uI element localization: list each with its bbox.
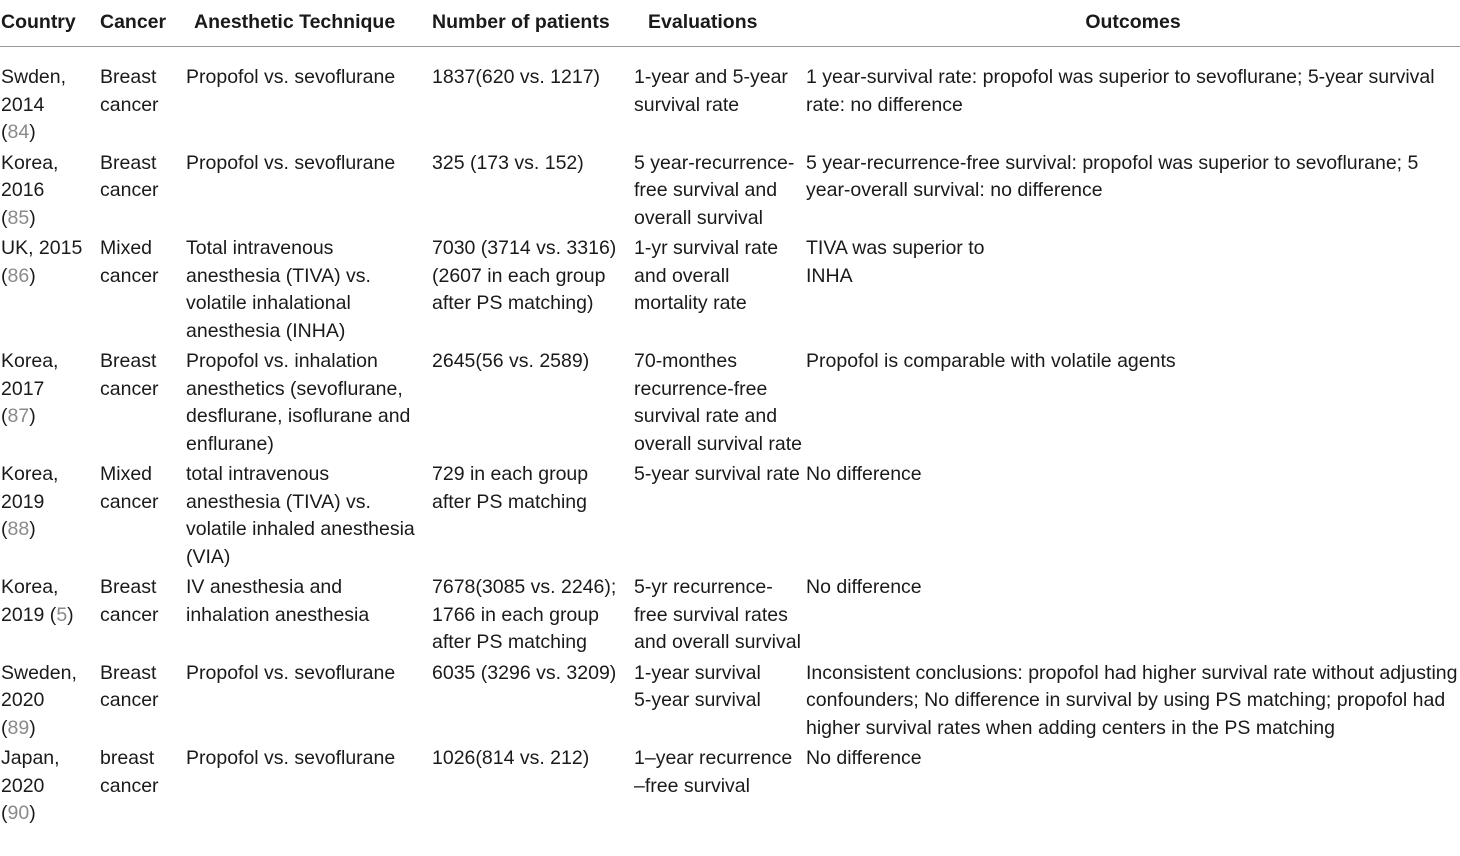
citation-link[interactable]: 5 (56, 603, 68, 626)
patients-cell: 7030 (3714 vs. 3316) (2607 in each group after PS matching) (432, 237, 617, 314)
header-patients: Number of patients (422, 0, 622, 47)
country-text: UK, 2015 (1, 237, 83, 259)
header-country: Country (0, 0, 94, 47)
table-row (0, 657, 1460, 743)
patients-cell: 7678(3085 vs. 2246); 1766 in each group after PS matching (432, 576, 617, 653)
outcomes-cell: No difference (806, 576, 922, 598)
country-cell: Korea, 2016 (85) (1, 151, 59, 229)
country-cell: Swden, 2014 (84) (1, 66, 67, 143)
patients-cell: 325 (173 vs. 152) (432, 151, 584, 174)
evaluations-line: 1–year recurrence (634, 747, 793, 769)
country-text: Japan, 2020 (1, 747, 60, 797)
table-row (0, 742, 1460, 828)
evaluations-cell: 1-yr survival rate and overall mortality rate (634, 237, 779, 314)
citation-link[interactable]: 88 (7, 518, 30, 540)
citation-link[interactable]: 87 (7, 405, 30, 427)
evaluations-cell: 1-year and 5-year survival rate (634, 66, 788, 116)
outcomes-cell: No difference (806, 463, 922, 485)
country-cell: Sweden, 2020 (89) (1, 661, 77, 739)
evaluations-line: 1-year survival (634, 661, 761, 684)
outcomes-cell: Inconsistent conclusions: propofol had higher survival rate without adjusting confounders; No difference in survival by using PS matching; propofol had higher survival rates when adding centers in the PS matching (806, 661, 1458, 739)
technique-cell: Propofol vs. sevoflurane (186, 661, 396, 684)
citation-link[interactable]: 90 (7, 802, 30, 824)
header-row (0, 0, 1460, 47)
header-cancer: Cancer (94, 0, 174, 47)
outcomes-line: TIVA was superior to (806, 237, 985, 259)
table-row (0, 571, 1460, 657)
cancer-cell: Breast cancer (100, 66, 159, 116)
country-cell: Korea, 2019 (5) (1, 576, 74, 626)
evaluations-cell: 5-year survival rate (634, 463, 800, 485)
cancer-cell: breast cancer (100, 747, 159, 797)
country-text: Korea, 2016 (1, 151, 59, 201)
outcomes-cell: 5 year-recurrence-free survival: propofol was superior to sevoflurane; 5 year-overall survival: no difference (806, 151, 1419, 201)
patients-cell: 1837(620 vs. 1217) (432, 66, 601, 88)
cancer-cell: Mixed cancer (100, 463, 159, 513)
country-cell: Japan, 2020 (90) (1, 747, 60, 824)
citation-link[interactable]: 86 (7, 264, 30, 287)
patients-cell: 2645(56 vs. 2589) (432, 350, 590, 372)
patients-cell: 1026(814 vs. 212) (432, 747, 590, 769)
outcomes-cell (802, 232, 1460, 345)
citation-link[interactable]: 84 (7, 121, 30, 143)
citation-link[interactable]: 89 (7, 716, 30, 739)
table-row (0, 345, 1460, 458)
country-text: Sweden, 2020 (1, 661, 77, 711)
outcomes-cell: No difference (806, 747, 922, 769)
patients-cell: 6035 (3296 vs. 3209) (432, 661, 617, 684)
technique-cell: IV anesthesia and inhalation anesthesia (186, 576, 370, 626)
evaluations-cell (622, 742, 802, 828)
header-outcomes: Outcomes (802, 0, 1460, 47)
technique-cell: Propofol vs. sevoflurane (186, 747, 396, 769)
country-text: Korea, 2017 (1, 350, 59, 400)
country-cell: Korea, 2019 (88) (1, 463, 59, 540)
evaluations-cell: 5 year-recurrence-free survival and overall survival (634, 151, 795, 229)
country-cell: UK, 2015 (86) (1, 237, 83, 287)
patients-cell: 729 in each group after PS matching (432, 463, 589, 513)
header-technique: Anesthetic Technique (174, 0, 422, 47)
technique-cell: Propofol vs. inhalation anesthetics (sevoflurane, desflurane, isoflurane and enflurane) (186, 350, 411, 455)
evaluations-cell: 5-yr recurrence-free survival rates and overall survival (634, 576, 801, 653)
table-row (0, 47, 1460, 147)
country-text: Swden, 2014 (1, 66, 67, 116)
table-row (0, 458, 1460, 571)
table-row (0, 147, 1460, 233)
country-text: Korea, 2019 (1, 463, 59, 513)
country-cell: Korea, 2017 (87) (1, 350, 59, 427)
cancer-cell: Breast cancer (100, 576, 159, 626)
cancer-cell: Breast cancer (100, 350, 159, 400)
technique-cell: Propofol vs. sevoflurane (186, 66, 396, 88)
evaluations-cell (622, 657, 802, 743)
outcomes-cell: Propofol is comparable with volatile agents (806, 350, 1176, 372)
outcomes-line: INHA (806, 264, 853, 287)
cancer-cell: Breast cancer (100, 151, 159, 201)
evaluations-line: –free survival (634, 774, 750, 797)
table-row (0, 232, 1460, 345)
technique-cell: total intravenous anesthesia (TIVA) vs. volatile inhaled anesthesia (VIA) (186, 463, 415, 568)
outcomes-cell: 1 year-survival rate: propofol was superior to sevoflurane; 5-year survival rate: no difference (806, 66, 1435, 116)
cancer-cell: Breast cancer (100, 661, 159, 711)
cancer-cell: Mixed cancer (100, 237, 159, 287)
country-text: Korea, 2019 (1, 576, 59, 626)
citation-link[interactable]: 85 (7, 206, 30, 229)
evaluations-line: 5-year survival (634, 689, 761, 711)
evaluations-cell: 70-monthes recurrence-free survival rate and overall survival rate (634, 350, 802, 455)
technique-cell: Total intravenous anesthesia (TIVA) vs. volatile inhalational anesthesia (INHA) (186, 237, 371, 342)
header-evaluations: Evaluations (622, 0, 802, 47)
technique-cell: Propofol vs. sevoflurane (186, 151, 396, 174)
